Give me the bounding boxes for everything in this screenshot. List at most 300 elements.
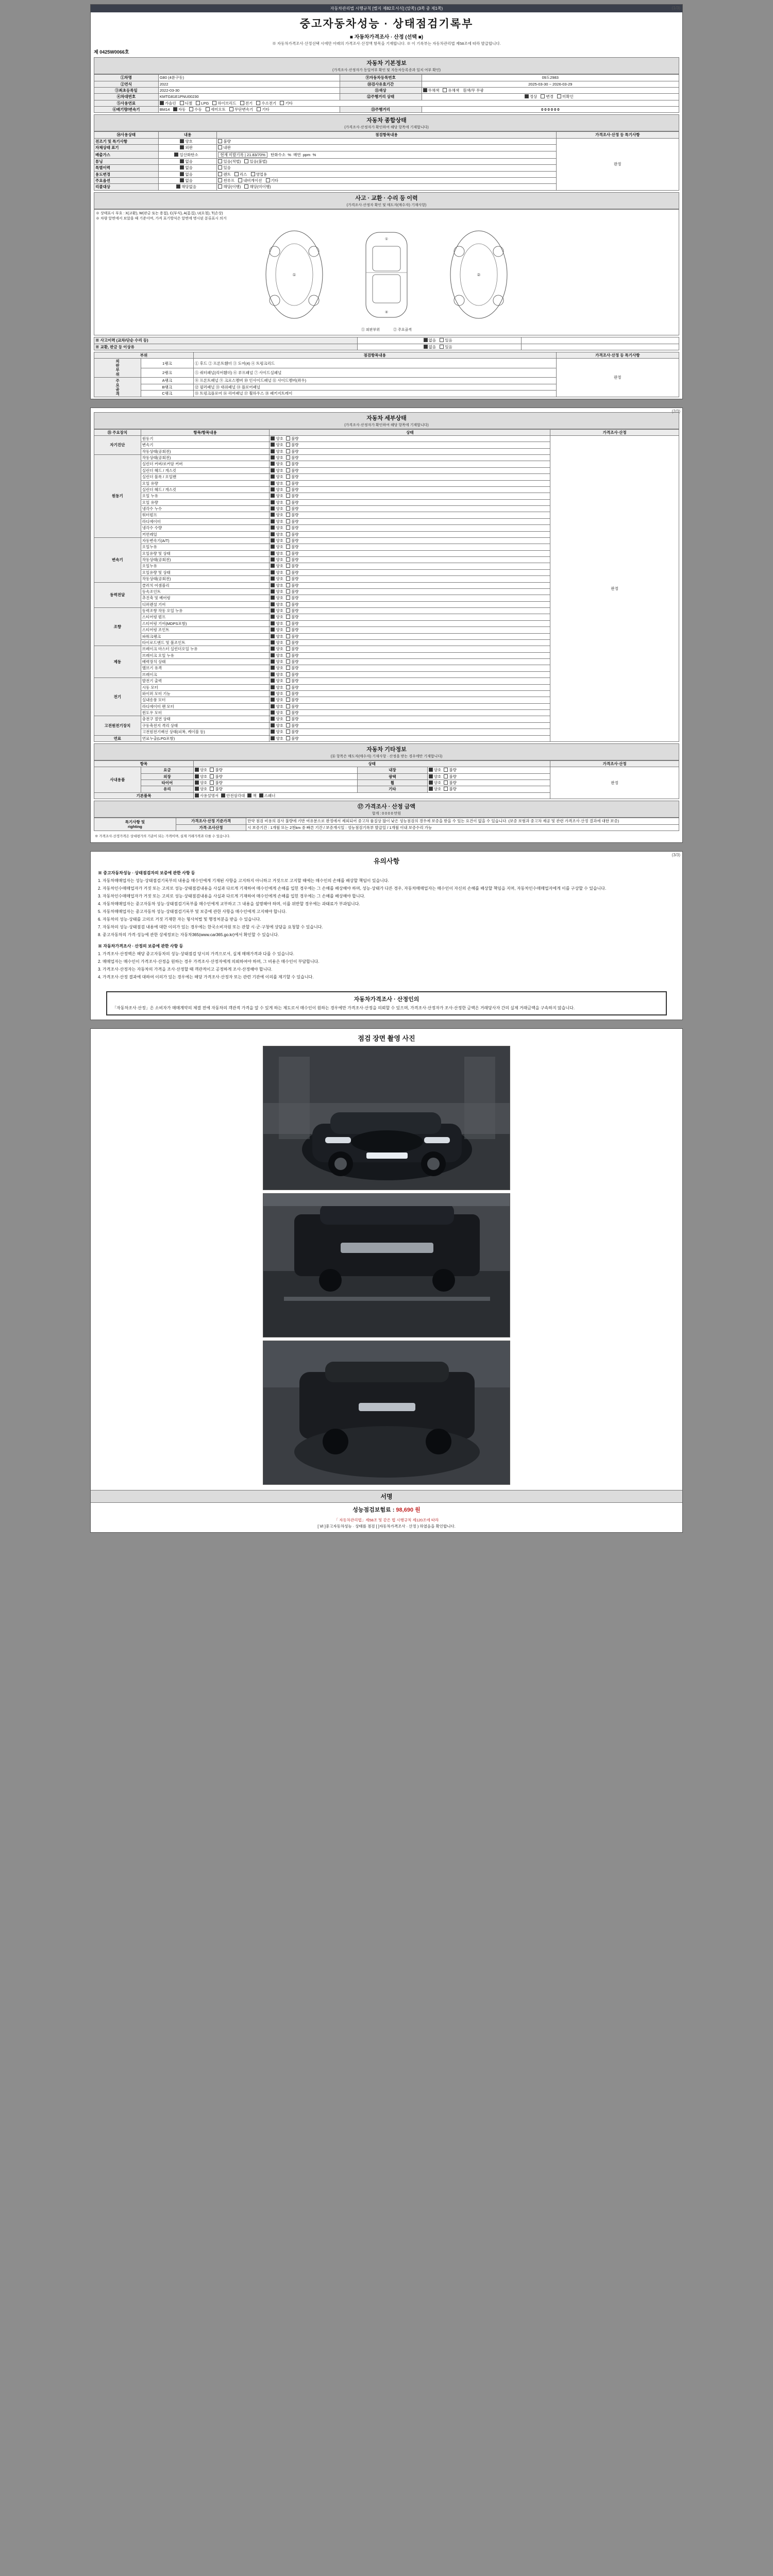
overall-5-rent[interactable]: 렌트 bbox=[218, 172, 231, 177]
others-right-opt-3-0[interactable]: 양호 bbox=[429, 787, 442, 791]
detail-state-bad[interactable]: 불량 bbox=[286, 583, 299, 588]
detail-state-bad[interactable]: 불량 bbox=[286, 468, 299, 473]
fuel-option-hydrogen[interactable]: 수소전기 bbox=[256, 101, 276, 106]
detail-state-good[interactable]: 양호 bbox=[271, 647, 283, 651]
detail-state-bad[interactable]: 불량 bbox=[286, 474, 299, 479]
others-right-opt-2-1[interactable]: 불량 bbox=[444, 781, 457, 785]
overall-row-label-0: 전조기 및 특기사항 bbox=[94, 138, 159, 144]
detail-state-bad[interactable]: 불량 bbox=[286, 481, 299, 486]
detail-state-good[interactable]: 양호 bbox=[271, 736, 283, 741]
detail-state-good[interactable]: 양호 bbox=[271, 685, 283, 690]
detail-item-state bbox=[270, 608, 550, 614]
detail-state-good[interactable]: 양호 bbox=[271, 710, 283, 715]
detail-state-bad[interactable]: 불량 bbox=[286, 538, 299, 543]
detail-state-good[interactable]: 양호 bbox=[271, 691, 283, 696]
detail-state-bad[interactable]: 불량 bbox=[286, 513, 299, 517]
overall-row-content-0 bbox=[158, 138, 217, 144]
overall-4-exist[interactable]: 있음 bbox=[218, 165, 231, 170]
detail-group-5: 제동 bbox=[94, 646, 141, 678]
others-left-opt-0-0[interactable]: 양호 bbox=[195, 768, 208, 772]
detail-state-bad[interactable]: 불량 bbox=[286, 628, 299, 632]
detail-state-bad[interactable]: 불량 bbox=[286, 666, 299, 670]
detail-item-label: 윈도우 모터 bbox=[141, 710, 270, 716]
detail-item-state bbox=[270, 729, 550, 735]
notice-item-4: 5. 자동차매매업자는 중고자동차 성능·상태점검기록부 및 보증에 관한 사항을 매수인에게 고지해야 합니다. bbox=[98, 909, 287, 914]
overall-7-na[interactable]: 해당없음 bbox=[176, 184, 196, 189]
detail-state-good[interactable]: 양호 bbox=[271, 436, 283, 441]
others-header-note: 가격조사·산정 bbox=[550, 760, 679, 767]
others-left-opt-2-0[interactable]: 양호 bbox=[195, 781, 208, 785]
detail-band-label: 자동차 세부상태 bbox=[366, 415, 407, 421]
detail-state-bad[interactable]: 불량 bbox=[286, 608, 299, 613]
detail-state-good[interactable]: 양호 bbox=[271, 519, 283, 524]
transmission-cvt[interactable]: 무단변속기 bbox=[229, 107, 253, 112]
overall-6-none[interactable]: 없음 bbox=[180, 178, 193, 183]
detail-item-label: 파워크랭크 bbox=[141, 633, 270, 639]
detail-state-good[interactable]: 양호 bbox=[271, 621, 283, 626]
detail-item-label: 추진축 및 베어링 bbox=[141, 595, 270, 601]
detail-item-label: 오일 유량 bbox=[141, 480, 270, 486]
others-left-opt-0-1[interactable]: 불량 bbox=[210, 768, 223, 772]
detail-state-good[interactable]: 양호 bbox=[271, 730, 283, 734]
detail-item-label: 시동 모터 bbox=[141, 684, 270, 690]
detail-header-device: ⑮ 주요장치 bbox=[94, 429, 141, 435]
basic-band-note: (가격조사·산정자가 동일여부 확인 및 자동차등록증과 일치 여부 확인) bbox=[332, 69, 441, 73]
guarantee-body: 「자동차조사·산정」은 소비자가 매매계약의 체결 전에 자동차의 객관적 가격을 알 수 있게 하는 제도로서 매수인이 원하는 경우에만 가격조사·산정을 의뢰할 수 있으며, 가격조사·산정자가 조사·산정한 금액은 거래당사자 간의 실제 거래금액을 구속하지 않습니다. bbox=[112, 1006, 575, 1011]
others-sub-label-0: 요금 bbox=[141, 767, 193, 773]
others-table-body bbox=[94, 767, 679, 799]
detail-item-state bbox=[270, 506, 550, 512]
detail-band-note: (가격조사·산정자가 확인하여 해당 항목에 기재합니다) bbox=[344, 423, 429, 427]
others-left-opt-2-1[interactable]: 불량 bbox=[210, 781, 223, 785]
detail-item-state bbox=[270, 659, 550, 665]
others-left-opt-1-1[interactable]: 불량 bbox=[210, 774, 223, 779]
repair-history-exist[interactable]: 있음 bbox=[440, 345, 452, 349]
accident-note-line-1: ※ 차량 앞면에서 보았을 때 기준이며, 가격 표기방식은 앞면에 명시된 분류표시 의거 bbox=[96, 216, 227, 221]
accident-band-label: 사고 · 교환 · 수리 등 이력 bbox=[355, 195, 418, 201]
overall-7-done[interactable]: 해당(이행) bbox=[218, 184, 241, 189]
detail-item-state bbox=[270, 646, 550, 652]
basic-value-platenumber: 09도2983 bbox=[422, 75, 679, 81]
detail-group-1: 원동기 bbox=[94, 455, 141, 538]
overall-row-label-7: 리콜대상 bbox=[94, 184, 159, 190]
frame-level-3: B랭크 bbox=[141, 384, 193, 390]
detail-judgement: 판정 bbox=[550, 435, 679, 741]
accident-band-note: (가격조사·산정자 확인 및 매도자(매수자) 기재사항) bbox=[346, 203, 427, 207]
overall-1-outer[interactable]: 외판 bbox=[180, 145, 193, 150]
accident-history-table bbox=[94, 337, 679, 350]
detail-item-state bbox=[270, 690, 550, 697]
detail-state-bad[interactable]: 불량 bbox=[286, 653, 299, 658]
detail-state-good[interactable]: 양호 bbox=[271, 723, 283, 728]
detail-state-bad[interactable]: 불량 bbox=[286, 570, 299, 575]
others-left-opt-1-0[interactable]: 양호 bbox=[195, 774, 208, 779]
detail-state-good[interactable]: 양호 bbox=[271, 608, 283, 613]
price-band-label: ⑰ 가격조사 · 산정 금액 bbox=[358, 804, 415, 810]
frame-header-items: 점검항목내용 bbox=[193, 352, 556, 359]
detail-state-bad[interactable]: 불량 bbox=[286, 449, 299, 454]
detail-state-good[interactable]: 양호 bbox=[271, 500, 283, 505]
detail-state-good[interactable]: 양호 bbox=[271, 481, 283, 486]
detail-item-state bbox=[270, 525, 550, 531]
others-right-label-3: 기타 bbox=[357, 786, 427, 792]
overall-row-items-7 bbox=[217, 184, 556, 190]
detail-state-bad[interactable]: 불량 bbox=[286, 710, 299, 715]
overall-row-content-2 bbox=[158, 151, 217, 158]
basic-item-1[interactable]: 안전삼각대 bbox=[221, 793, 245, 798]
detail-state-bad[interactable]: 불량 bbox=[286, 730, 299, 734]
detail-group-6: 전기 bbox=[94, 678, 141, 716]
fee-value: 98,690 원 bbox=[396, 1507, 421, 1514]
sheet-page-3 bbox=[90, 851, 683, 1021]
basic-item-2[interactable]: 잭 bbox=[247, 793, 256, 798]
table-header-row bbox=[94, 352, 679, 359]
detail-state-bad[interactable]: 불량 bbox=[286, 557, 299, 562]
title-block bbox=[91, 12, 682, 47]
fuel-option-electric[interactable]: 전기 bbox=[240, 101, 253, 106]
others-right-opt-3-1[interactable]: 불량 bbox=[444, 787, 457, 791]
detail-state-good[interactable]: 양호 bbox=[271, 583, 283, 588]
overall-6-etc[interactable]: 기타 bbox=[266, 178, 279, 183]
detail-item-state bbox=[270, 499, 550, 505]
detail-state-good[interactable]: 양호 bbox=[271, 615, 283, 619]
fuel-option-lpg[interactable]: LPG bbox=[196, 101, 209, 106]
detail-state-bad[interactable]: 불량 bbox=[286, 519, 299, 524]
others-group-label: 사내용품 bbox=[94, 767, 141, 793]
overall-4-none[interactable]: 없음 bbox=[180, 165, 193, 170]
detail-state-bad[interactable]: 불량 bbox=[286, 602, 299, 607]
price-left-note: ※ 가격조사·산정가격은 상대평가의 기준이 되는 가격이며, 실제 거래가격과 다를 수 있습니다. bbox=[95, 834, 230, 838]
detail-state-bad[interactable]: 불량 bbox=[286, 455, 299, 460]
mileage-state-normal[interactable]: 정상 bbox=[525, 94, 537, 99]
detail-state-good[interactable]: 양호 bbox=[271, 717, 283, 721]
table-row bbox=[94, 767, 679, 773]
fuel-option-diesel[interactable]: 디젤 bbox=[180, 101, 193, 106]
detail-item-label: 스티어링 기어(MDPS포함) bbox=[141, 620, 270, 626]
detail-state-good[interactable]: 양호 bbox=[271, 455, 283, 460]
detail-state-bad[interactable]: 불량 bbox=[286, 532, 299, 537]
notice-section2-title: ※ 자동차가격조사 · 산정의 보증에 관한 사항 등 bbox=[98, 943, 183, 948]
basic-value-color bbox=[422, 87, 679, 93]
detail-state-bad[interactable]: 불량 bbox=[286, 672, 299, 677]
detail-item-label: 실린더 커버/로커암 커버 bbox=[141, 461, 270, 467]
detail-item-state bbox=[270, 678, 550, 684]
overall-0-good[interactable]: 양호 bbox=[180, 139, 193, 144]
detail-item-label: 실린더 헤드 / 개스킷 bbox=[141, 486, 270, 493]
svg-text:①: ① bbox=[292, 273, 296, 278]
others-right-state-3 bbox=[427, 786, 550, 792]
section-band-accident bbox=[94, 192, 679, 209]
detail-state-bad[interactable]: 불량 bbox=[286, 500, 299, 505]
detail-state-bad[interactable]: 불량 bbox=[286, 526, 299, 530]
overall-header-usage: ⑭사용상태 bbox=[94, 132, 159, 138]
footer-note bbox=[91, 1516, 682, 1532]
overall-5-none[interactable]: 없음 bbox=[180, 172, 193, 177]
basic-value-mileage: 0 0 0 0 0 0 bbox=[422, 107, 679, 113]
others-sub-label-2: 타이어 bbox=[141, 780, 193, 786]
table-header-row bbox=[94, 429, 679, 435]
detail-state-bad[interactable]: 불량 bbox=[286, 723, 299, 728]
overall-3-legal[interactable]: 있음(적법) bbox=[218, 159, 241, 164]
detail-state-good[interactable]: 양호 bbox=[271, 628, 283, 632]
detail-state-bad[interactable]: 불량 bbox=[286, 685, 299, 690]
basic-info-table bbox=[94, 74, 679, 113]
transmission-manual[interactable]: 수동 bbox=[189, 107, 202, 112]
detail-state-bad[interactable]: 불량 bbox=[286, 691, 299, 696]
detail-state-good[interactable]: 양호 bbox=[271, 468, 283, 473]
basic-value-displacement bbox=[158, 107, 340, 113]
svg-text:②: ② bbox=[477, 273, 481, 278]
detail-state-good[interactable]: 양호 bbox=[271, 679, 283, 683]
detail-item-label: 디퍼렌셜 기어 bbox=[141, 601, 270, 607]
price-table bbox=[94, 818, 679, 831]
basic-label-platenumber: ⑨자동차등록번호 bbox=[340, 75, 422, 81]
detail-state-good[interactable]: 양호 bbox=[271, 602, 283, 607]
detail-item-label: 자동변속기(A/T) bbox=[141, 537, 270, 544]
detail-state-good[interactable]: 양호 bbox=[271, 557, 283, 562]
table-row bbox=[94, 337, 679, 344]
overall-2-co[interactable]: 일산화탄소 bbox=[174, 152, 198, 157]
others-right-opt-1-1[interactable]: 불량 bbox=[444, 774, 457, 779]
detail-state-good[interactable]: 양호 bbox=[271, 526, 283, 530]
overall-row-label-5: 용도변경 bbox=[94, 171, 159, 177]
detail-state-good[interactable]: 양호 bbox=[271, 596, 283, 600]
detail-state-good[interactable]: 양호 bbox=[271, 513, 283, 517]
overall-5-commercial[interactable]: 영업용 bbox=[251, 172, 267, 177]
detail-state-good[interactable]: 양호 bbox=[271, 538, 283, 543]
detail-item-label: 브레이크 오일 누유 bbox=[141, 652, 270, 658]
overall-row-label-3: 튜닝 bbox=[94, 158, 159, 164]
detail-state-good[interactable]: 양호 bbox=[271, 474, 283, 479]
detail-state-bad[interactable]: 불량 bbox=[286, 577, 299, 581]
overall-6-navigation[interactable]: 내비게이션 bbox=[238, 178, 262, 183]
detail-state-bad[interactable]: 불량 bbox=[286, 736, 299, 741]
detail-item-label: 등속조인트 bbox=[141, 588, 270, 595]
overall-0-bad[interactable]: 불량 bbox=[218, 139, 231, 144]
color-option-achromatic[interactable]: 무채색 bbox=[423, 88, 440, 93]
others-header-state: 상태 bbox=[193, 760, 550, 767]
basic-band-label: 자동차 기본정보 bbox=[366, 60, 407, 67]
overall-row-content-3 bbox=[158, 158, 217, 164]
detail-state-bad[interactable]: 불량 bbox=[286, 698, 299, 702]
photo-1-graphic bbox=[263, 1046, 510, 1190]
detail-item-state bbox=[270, 697, 550, 703]
detail-state-bad[interactable]: 불량 bbox=[286, 717, 299, 721]
detail-state-good[interactable]: 양호 bbox=[271, 570, 283, 575]
overall-3-none[interactable]: 없음 bbox=[180, 159, 193, 164]
overall-row-label-1: 자체상태 표기 bbox=[94, 145, 159, 151]
detail-item-state bbox=[270, 474, 550, 480]
detail-state-bad[interactable]: 불량 bbox=[286, 615, 299, 619]
detail-item-label: 실린더 헤드 / 개스킷 bbox=[141, 467, 270, 473]
detail-state-good[interactable]: 양호 bbox=[271, 449, 283, 454]
sheet-page-2 bbox=[90, 408, 683, 843]
detail-state-bad[interactable]: 불량 bbox=[286, 545, 299, 549]
detail-state-good[interactable]: 양호 bbox=[271, 653, 283, 658]
photo-3-graphic bbox=[263, 1341, 510, 1485]
detail-item-state bbox=[270, 493, 550, 499]
detail-state-bad[interactable]: 불량 bbox=[286, 462, 299, 466]
detail-state-good[interactable]: 양호 bbox=[271, 577, 283, 581]
detail-state-bad[interactable]: 불량 bbox=[286, 551, 299, 556]
notice-section1-title: ※ 중고자동차성능 · 상태점검자의 보증에 관한 사항 등 bbox=[98, 870, 195, 875]
others-right-state-0 bbox=[427, 767, 550, 773]
detail-item-state bbox=[270, 461, 550, 467]
detail-state-good[interactable]: 양호 bbox=[271, 698, 283, 702]
inspection-photo-3 bbox=[263, 1341, 510, 1485]
section-band-basic bbox=[94, 57, 679, 74]
detail-item-state bbox=[270, 563, 550, 569]
overall-6-sunroof[interactable]: 썬루프 bbox=[218, 178, 234, 183]
page-subtitle: ■ 자동차가격조사 · 산정 (선택 ■) bbox=[349, 35, 424, 40]
basic-value-carname: G80 (4륜구동) bbox=[158, 75, 340, 81]
overall-7-notdone[interactable]: 해당(미이행) bbox=[244, 184, 271, 189]
car-diagram-legend bbox=[96, 326, 677, 333]
section-band-price bbox=[94, 801, 679, 818]
basic-label-displacement: ⑥배기량/변속기 bbox=[94, 107, 159, 113]
transmission-auto[interactable]: 자동 bbox=[173, 107, 186, 112]
mileage-state-unknown[interactable]: 미확인 bbox=[557, 94, 574, 99]
detail-item-state bbox=[270, 467, 550, 473]
detail-state-bad[interactable]: 불량 bbox=[286, 506, 299, 511]
detail-state-bad[interactable]: 불량 bbox=[286, 494, 299, 498]
basic-value-fuel bbox=[158, 100, 679, 106]
overall-3-illegal[interactable]: 있음(불법) bbox=[244, 159, 267, 164]
detail-group-8: 연료 bbox=[94, 735, 141, 741]
detail-item-label: 오일누유 bbox=[141, 544, 270, 550]
detail-item-label: 고전원전기배선 상태(피복, 케이블 등) bbox=[141, 729, 270, 735]
mileage-state-altered[interactable]: 변경 bbox=[541, 94, 553, 99]
detail-state-good[interactable]: 양호 bbox=[271, 704, 283, 709]
overall-row-items-0 bbox=[217, 138, 556, 144]
transmission-semiauto[interactable]: 세미오토 bbox=[206, 107, 226, 112]
photo-section-title: 점검 장면 촬영 사진 bbox=[358, 1035, 415, 1043]
detail-state-good[interactable]: 양호 bbox=[271, 506, 283, 511]
color-option-chromatic[interactable]: 유채색 bbox=[443, 88, 459, 93]
overall-5-lease[interactable]: 리스 bbox=[234, 172, 247, 177]
table-row bbox=[94, 94, 679, 100]
fuel-option-hybrid[interactable]: 하이브리드 bbox=[212, 101, 236, 106]
detail-state-good[interactable]: 양호 bbox=[271, 634, 283, 639]
detail-state-good[interactable]: 양호 bbox=[271, 494, 283, 498]
detail-state-bad[interactable]: 불량 bbox=[286, 659, 299, 664]
accident-sub-extra-0 bbox=[521, 337, 679, 344]
detail-state-bad[interactable]: 불량 bbox=[286, 443, 299, 447]
detail-item-state bbox=[270, 569, 550, 575]
transmission-etc[interactable]: 기타 bbox=[257, 107, 270, 112]
fuel-option-etc[interactable]: 기타 bbox=[280, 101, 293, 106]
price-row-value-0: 만약 점검 비용의 검사 불량에 기반 여유분으로 판정에서 제외되어 중고차 품질상 많이 낮은 성능점검의 경우에 보증을 받을 수 있는 요건이 없을 수 있습니다. (보증 보험과 중고차 제공 및 관련 가격조사·산정 결과에 대한 보증) bbox=[246, 818, 679, 824]
detail-state-good[interactable]: 양호 bbox=[271, 462, 283, 466]
accident-history-none[interactable]: 없음 bbox=[424, 338, 436, 343]
detail-item-state bbox=[270, 684, 550, 690]
detail-table-body bbox=[94, 435, 679, 741]
detail-item-state bbox=[270, 633, 550, 639]
detail-item-state bbox=[270, 716, 550, 722]
form-legal-strip: 자동차관리법 시행규칙 [별지 제82호서식] (앞쪽) (3쪽 중 제1쪽) bbox=[91, 5, 682, 12]
detail-state-good[interactable]: 양호 bbox=[271, 672, 283, 677]
detail-state-good[interactable]: 양호 bbox=[271, 589, 283, 594]
repair-history-none[interactable]: 없음 bbox=[424, 345, 436, 349]
detail-state-bad[interactable]: 불량 bbox=[286, 621, 299, 626]
car-diagram-row bbox=[96, 221, 677, 326]
car-diagram-panel bbox=[94, 209, 679, 336]
photo-list bbox=[91, 1046, 682, 1488]
basic-item-0[interactable]: 사용설명서 bbox=[195, 793, 219, 798]
detail-item-state bbox=[270, 544, 550, 550]
accident-sub-extra-1 bbox=[521, 344, 679, 350]
notice-item-6: 7. 자동차의 성능·상태점검 내용에 대한 이의가 있는 경우에는 한국소비자원 또는 관할 시·군·구청에 상담을 요청할 수 있습니다. bbox=[98, 924, 323, 929]
overall-band-label: 자동차 종합상태 bbox=[366, 117, 407, 124]
detail-state-bad[interactable]: 불량 bbox=[286, 647, 299, 651]
title-note: ※ 자동차가격조사·산정선택 시에만 아래의 가격조사·산정액 항목을 기재합니다. ※ 이 기록부는 자동차관리법 제58조에 따라 발급합니다. bbox=[272, 41, 501, 46]
overall-1-inner[interactable]: 내판 bbox=[218, 145, 231, 150]
detail-state-good[interactable]: 양호 bbox=[271, 532, 283, 537]
detail-item-label: 라디에이터 bbox=[141, 518, 270, 524]
others-right-opt-0-0[interactable]: 양호 bbox=[429, 768, 442, 772]
detail-state-good[interactable]: 양호 bbox=[271, 659, 283, 664]
basic-item-3[interactable]: 스패너 bbox=[259, 793, 276, 798]
frame-header-part: 부위 bbox=[94, 352, 194, 359]
notice-item-2: 3. 자동차인수매매업자가 거짓 또는 고의로 성능·상태점검내용을 사실과 다르게 기재하여 매수인에게 손해를 입힌 경우에는 그 손해를 배상해야 합니다. bbox=[98, 893, 365, 899]
basic-label-year: ②연식 bbox=[94, 81, 159, 87]
detail-state-bad[interactable]: 불량 bbox=[286, 436, 299, 441]
others-band-note: (⑯ 항목은 매도자(매수자) 기재사항 · 산정을 받는 경우에만 기재합니다) bbox=[330, 754, 443, 758]
overall-row-label-2: 배출가스 bbox=[94, 151, 159, 158]
others-left-opt-3-0[interactable]: 양호 bbox=[195, 787, 208, 791]
price-band-note: 합계 : 0 0 0 0 만원 bbox=[372, 812, 401, 816]
detail-state-bad[interactable]: 불량 bbox=[286, 640, 299, 645]
detail-item-label: 냉각수 누수 bbox=[141, 506, 270, 512]
table-row bbox=[94, 87, 679, 93]
detail-state-bad[interactable]: 불량 bbox=[286, 589, 299, 594]
detail-state-good[interactable]: 양호 bbox=[271, 666, 283, 670]
detail-state-good[interactable]: 양호 bbox=[271, 551, 283, 556]
detail-state-bad[interactable]: 불량 bbox=[286, 634, 299, 639]
overall-row-label-6: 주요옵션 bbox=[94, 178, 159, 184]
others-right-opt-2-0[interactable]: 양호 bbox=[429, 781, 442, 785]
notice-price-item-1: 2. 매매업자는 매수인이 가격조사·산정을 원하는 경우 가격조사·산정자에게 의뢰하여야 하며, 그 비용은 매수인이 부담합니다. bbox=[98, 959, 320, 964]
detail-state-bad[interactable]: 불량 bbox=[286, 487, 299, 492]
detail-state-bad[interactable]: 불량 bbox=[286, 704, 299, 709]
legend-item-1: ② 주요골격 bbox=[393, 328, 412, 332]
fuel-option-gasoline[interactable]: 가솔린 bbox=[160, 101, 176, 106]
detail-item-state bbox=[270, 601, 550, 607]
table-row bbox=[94, 100, 679, 106]
detail-item-state bbox=[270, 710, 550, 716]
detail-state-bad[interactable]: 불량 bbox=[286, 564, 299, 568]
others-left-opt-3-1[interactable]: 불량 bbox=[210, 787, 223, 791]
detail-state-good[interactable]: 양호 bbox=[271, 545, 283, 549]
frame-part-main: 주요골격 bbox=[94, 378, 141, 397]
overall-2-smoke: 매연 bbox=[293, 152, 301, 157]
detail-item-label: 발전기 출력 bbox=[141, 678, 270, 684]
others-right-opt-0-1[interactable]: 불량 bbox=[444, 768, 457, 772]
basic-label-mileage: ⑬주행거리 bbox=[340, 107, 422, 113]
frame-judgement: 판정 bbox=[556, 359, 679, 397]
detail-state-good[interactable]: 양호 bbox=[271, 564, 283, 568]
detail-state-bad[interactable]: 불량 bbox=[286, 596, 299, 600]
overall-2-hc: 탄화수소 bbox=[271, 152, 286, 157]
detail-state-good[interactable]: 양호 bbox=[271, 487, 283, 492]
accident-history-exist[interactable]: 있음 bbox=[440, 338, 452, 343]
detail-state-good[interactable]: 양호 bbox=[271, 640, 283, 645]
detail-state-good[interactable]: 양호 bbox=[271, 443, 283, 447]
others-right-opt-1-0[interactable]: 양호 bbox=[429, 774, 442, 779]
others-right-state-2 bbox=[427, 780, 550, 786]
detail-item-state bbox=[270, 576, 550, 582]
detail-state-bad[interactable]: 불량 bbox=[286, 679, 299, 683]
